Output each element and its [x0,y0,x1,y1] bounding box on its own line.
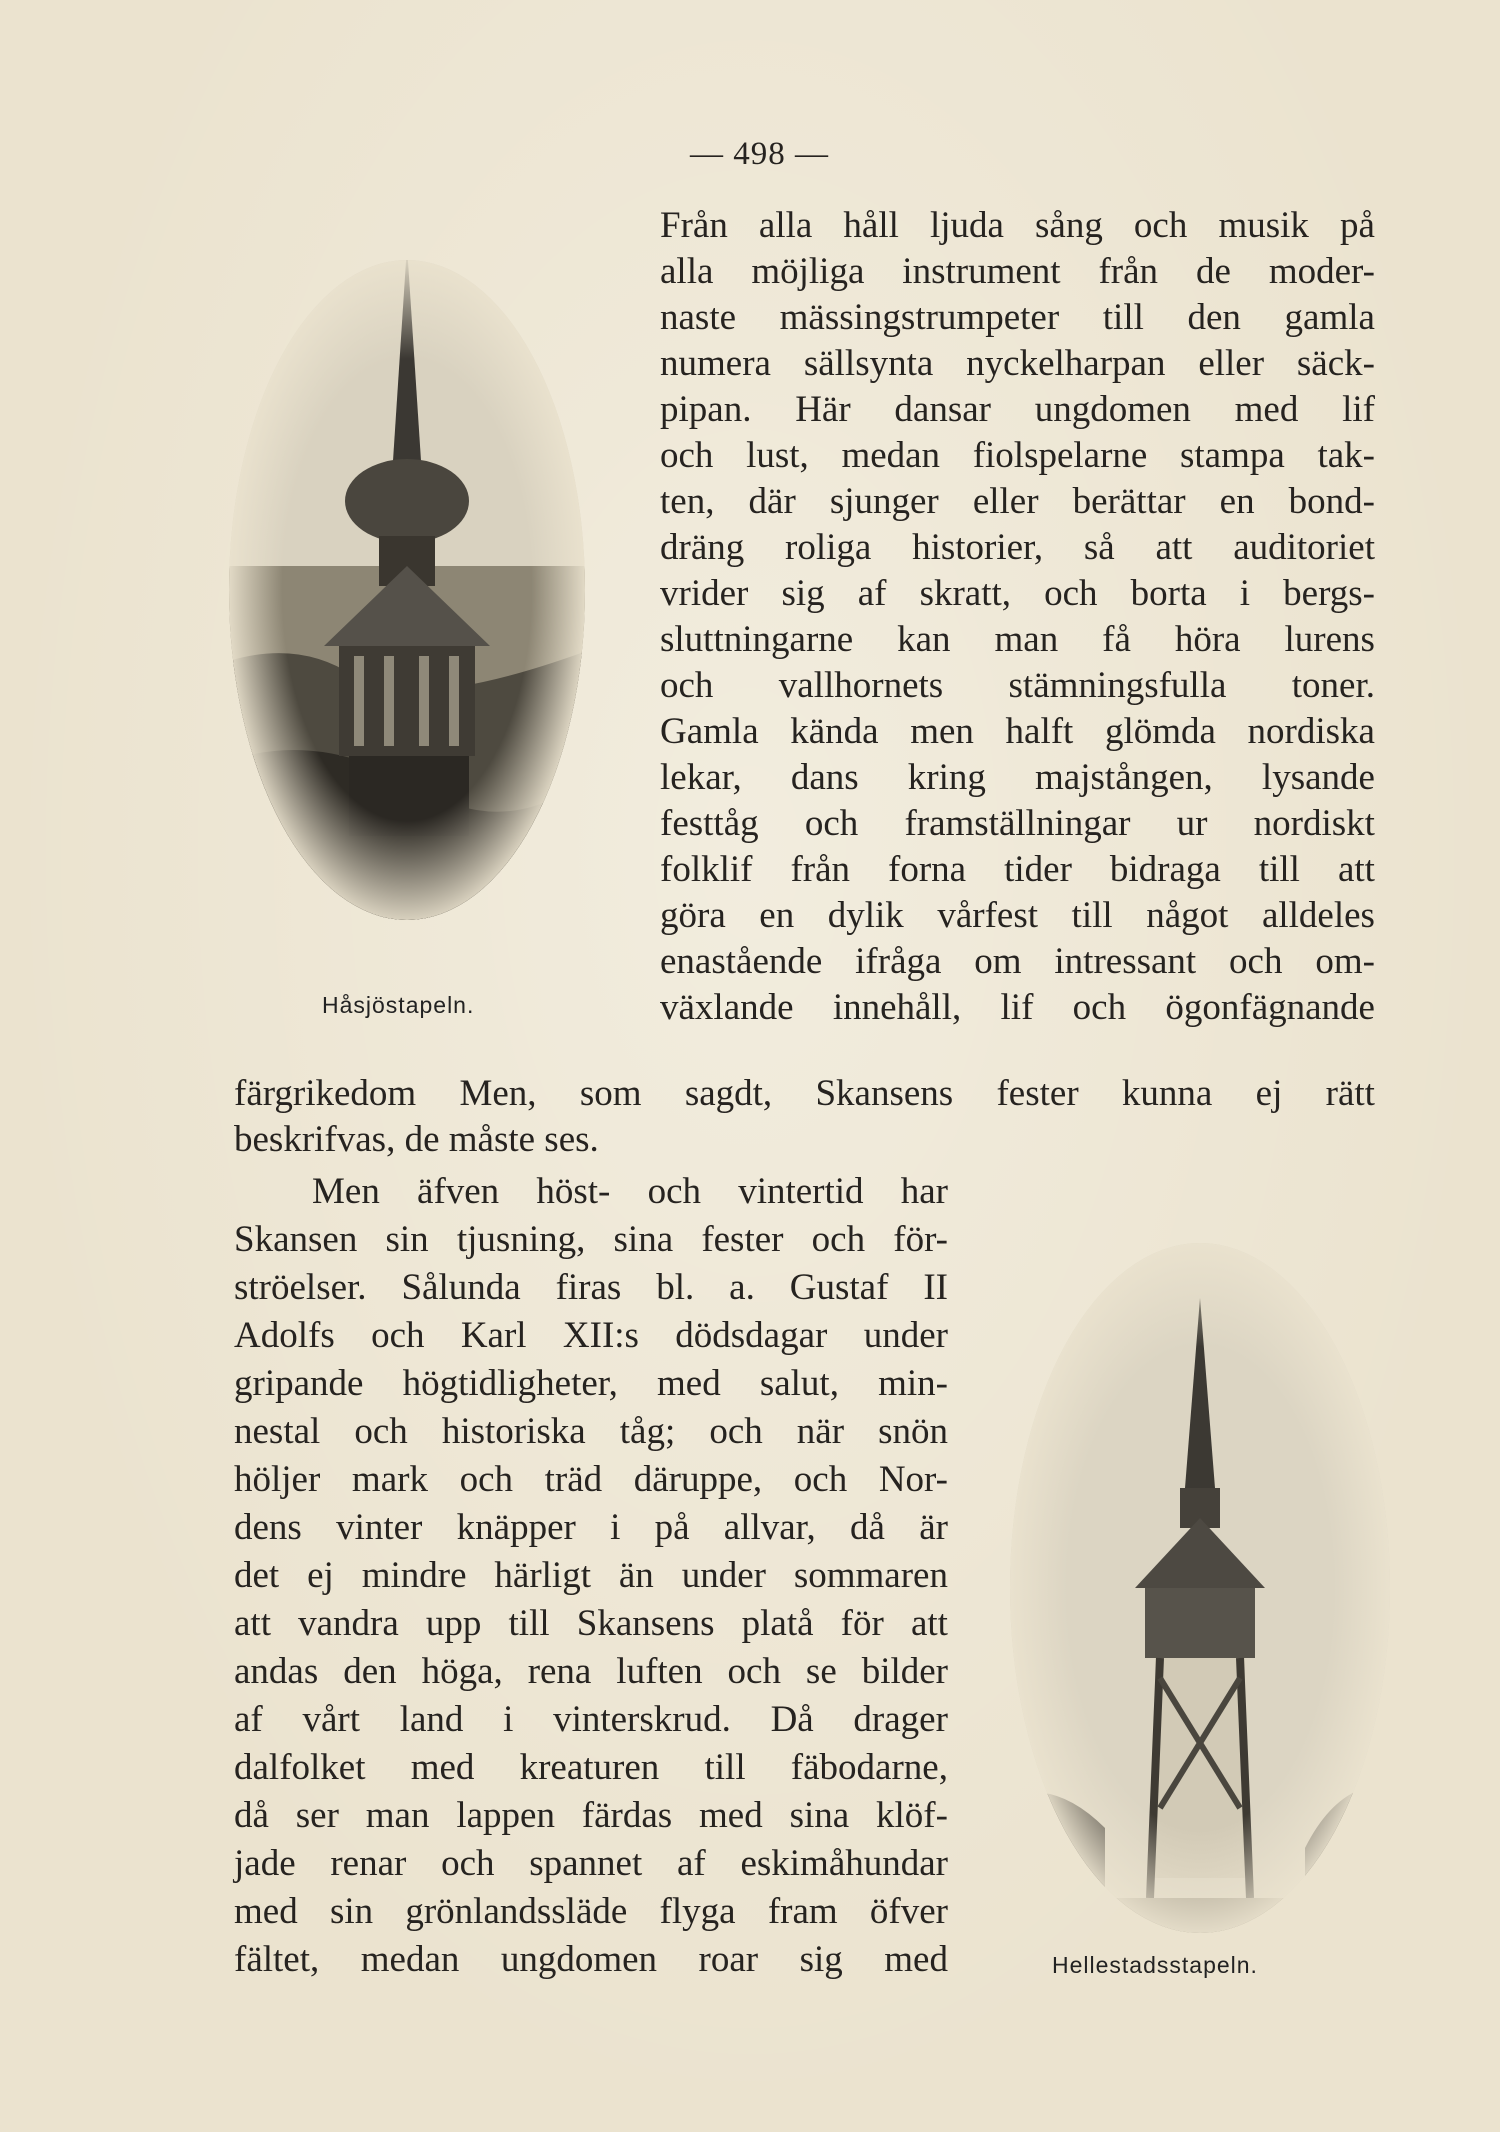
word: af [676,1843,706,1884]
word: allvar, [723,1507,816,1548]
text-line-28 [234,1506,948,1550]
word: halft [1005,711,1074,752]
word: kring [907,757,986,798]
text-line-1 [660,204,1375,248]
word: till [508,1603,550,1644]
word: lif [1000,987,1034,1028]
text-line-26 [234,1410,948,1454]
text-line-37 [234,1938,948,1982]
word: göra [660,895,726,936]
word: däruppe, [633,1459,763,1500]
word: upp [425,1603,482,1644]
word: Gamla [660,711,759,752]
word: växlande [660,987,794,1028]
word: i [1239,573,1251,614]
word: att [910,1603,948,1644]
text-line-10 [660,618,1375,662]
word: till [704,1747,746,1788]
word: kreaturen [519,1747,660,1788]
hellestadsstapeln-photo [985,1208,1415,1968]
word: medan [841,435,941,476]
word: med [884,1939,948,1980]
word: sig [799,1939,843,1980]
text-line-30 [234,1602,948,1646]
word: och [804,803,859,844]
word: forna [888,849,967,890]
word: sina [789,1795,850,1836]
word: Nor- [878,1459,948,1500]
text-line-29 [234,1554,948,1598]
word: vårfest [937,895,1039,936]
word: håll [843,205,899,246]
word: och [709,1411,763,1452]
word: enastående [660,941,823,982]
word: att [1337,849,1375,890]
word: att [234,1603,271,1644]
word: sjunger [829,481,939,522]
text-line-31 [234,1650,948,1694]
word: till [1258,849,1300,890]
word: lurens [1284,619,1375,660]
word: instrument [902,251,1061,292]
word: med [410,1747,475,1788]
caption-hellestadsstapeln: Hellestadsstapeln. [1052,1952,1258,1978]
word: lekar, [660,757,742,798]
word: fram [767,1891,838,1932]
word: och [811,1219,866,1260]
word: auditoriet [1233,527,1375,568]
word: fältet, [234,1939,320,1980]
word: spannet [529,1843,643,1884]
word: luften [616,1651,703,1692]
word: grönlandssläde [405,1891,628,1932]
word: Karl [460,1315,527,1356]
text-line-32 [234,1698,948,1742]
word: och [1072,987,1127,1028]
word: salut, [759,1363,839,1404]
page-number: — 498 — [690,136,829,172]
word: Skansen [234,1219,358,1260]
word: drager [853,1699,948,1740]
text-line-23 [234,1266,948,1310]
word: ungdomen [500,1939,658,1980]
word: alldeles [1261,895,1375,936]
word: knäpper [456,1507,576,1548]
word: dylik [827,895,904,936]
text-line-11 [660,664,1375,708]
word: höljer [234,1459,321,1500]
word: mindre [361,1555,467,1596]
word: i [503,1699,514,1740]
word: ten, [660,481,715,522]
word: tak- [1317,435,1375,476]
word: historiska [441,1411,586,1452]
word: ögonfägnande [1165,987,1375,1028]
word: nestal [234,1411,321,1452]
word: tider [1004,849,1072,890]
word: snön [878,1411,948,1452]
word: glömda [1104,711,1216,752]
word: fiolspelarne [972,435,1148,476]
word: för- [893,1219,948,1260]
word: att [1155,527,1193,568]
word: och [660,435,714,476]
word: något [1146,895,1229,936]
word: festtåg [660,803,759,844]
word: mässingstrumpeter [779,297,1060,338]
word: ser [295,1795,339,1836]
text-line-25 [234,1362,948,1406]
word: jade [234,1843,296,1884]
text-line-24 [234,1314,948,1358]
word: klöf- [876,1795,948,1836]
word: så [1083,527,1115,568]
word: borta [1130,573,1207,614]
word: alla [660,251,714,292]
word: firas [555,1267,622,1308]
text-line-9 [660,572,1375,616]
text-line-19 [234,1072,1375,1116]
word: Här [795,389,851,430]
word: på [1339,205,1375,246]
word: bl. [656,1267,695,1308]
word: numera [660,343,771,384]
word: ej [1255,1073,1283,1114]
word: flyga [659,1891,736,1932]
word: eller [1198,343,1265,384]
word: träd [544,1459,603,1500]
word: till [1102,297,1144,338]
word: sin [385,1219,429,1260]
word: med [699,1795,763,1836]
word: dödsdagar [675,1315,828,1356]
word: roar [698,1939,759,1980]
word: då [234,1795,269,1836]
word: öfver [869,1891,948,1932]
word: naste [660,297,737,338]
word: Från [660,205,728,246]
text-line-7 [660,480,1375,524]
word: och [1044,573,1098,614]
word: tåg; [619,1411,676,1452]
word: ungdomen [1034,389,1191,430]
word: Sålunda [401,1267,521,1308]
word: till [1071,895,1113,936]
word: fäbodarne, [790,1747,948,1788]
word: gripande [234,1363,364,1404]
word: men [910,711,974,752]
word: nordiska [1247,711,1375,752]
text-line-34 [234,1794,948,1838]
word: där [748,481,796,522]
word: och [793,1459,848,1500]
word: bergs- [1283,573,1375,614]
word: färgrikedom [234,1073,417,1114]
word: och [459,1459,513,1500]
word: vrider [660,573,749,614]
word: dansar [894,389,991,430]
word: eller [972,481,1039,522]
word: berättar [1072,481,1186,522]
word: dräng [660,527,745,568]
word: stämningsfulla [1008,665,1227,706]
text-line-18 [660,986,1375,1030]
text-line-17 [660,940,1375,984]
word: höra [1174,619,1241,660]
text-line-4 [660,342,1375,386]
word: vintertid [738,1171,864,1212]
word: Adolfs [234,1315,335,1356]
word: musik [1218,205,1309,246]
word: dalfolket [234,1747,366,1788]
word: som [579,1073,642,1114]
word: ifråga [855,941,942,982]
word: sin [329,1891,374,1932]
word: Då [770,1699,814,1740]
word: vinter [336,1507,423,1548]
word: sommaren [793,1555,948,1596]
word: sluttningarne [660,619,854,660]
word: Gustaf [789,1267,889,1308]
word: min- [878,1363,948,1404]
word: intressant [1054,941,1197,982]
word: under [681,1555,766,1596]
text-line-21 [312,1170,948,1214]
word: lysande [1261,757,1375,798]
word: nyckelharpan [966,343,1166,384]
word: och [660,665,714,706]
word: land [399,1699,464,1740]
word: högtidligheter, [402,1363,618,1404]
text-line-14 [660,802,1375,846]
word: den [343,1651,397,1692]
text-line-22 [234,1218,948,1262]
word: ljuda [929,205,1004,246]
text-line-36 [234,1890,948,1934]
word: från [1098,251,1159,292]
word: toner. [1291,665,1375,706]
word: höga, [421,1651,503,1692]
word: och [727,1651,781,1692]
word: höst- [536,1171,611,1212]
word: säck- [1296,343,1375,384]
word: det [234,1555,280,1596]
word: Men [312,1171,380,1212]
word: färdas [581,1795,673,1836]
word: pipan. [660,389,752,430]
text-line-33 [234,1746,948,1790]
word: bidraga [1109,849,1221,890]
word: då [850,1507,885,1548]
word: den [1187,297,1241,338]
word: alla [758,205,813,246]
word: bilder [861,1651,948,1692]
word: har [900,1171,948,1212]
word: om- [1315,941,1375,982]
word: ej [307,1555,334,1596]
word: och [1229,941,1283,982]
word: och [354,1411,408,1452]
word: och [647,1171,701,1212]
word: när [796,1411,845,1452]
word: se [805,1651,837,1692]
word: än [618,1555,654,1596]
hasjostapeln-photo [214,206,600,974]
word: historier, [912,527,1044,568]
word: och [441,1843,495,1884]
word: gamla [1284,297,1375,338]
word: ströelser. [234,1267,367,1308]
word: af [857,573,887,614]
word: folklif [660,849,753,890]
word: är [919,1507,948,1548]
word: kan [897,619,951,660]
word: om [974,941,1022,982]
word: på [654,1507,690,1548]
word: äfven [417,1171,500,1212]
word: med [234,1891,298,1932]
word: rena [527,1651,592,1692]
word: få [1102,619,1131,660]
word: eskimåhundar [740,1843,948,1884]
word: de [1195,251,1231,292]
word: kända [790,711,879,752]
word: II [923,1267,948,1308]
word: andas [234,1651,319,1692]
word: a. [729,1267,755,1308]
text-line-2 [660,250,1375,294]
text-line-35 [234,1842,948,1886]
word: man [994,619,1059,660]
word: vinterskrud. [553,1699,731,1740]
word: kunna [1121,1073,1213,1114]
word: platå [741,1603,814,1644]
text-line-6 [660,434,1375,478]
word: sig [781,573,825,614]
text-line-20: beskrifvas, de måste ses. [234,1119,599,1160]
word: roliga [785,527,872,568]
word: en [1219,481,1255,522]
word: lif [1342,389,1375,430]
word: vandra [298,1603,399,1644]
word: möjliga [751,251,865,292]
word: lappen [456,1795,555,1836]
word: af [234,1699,263,1740]
word: moder- [1268,251,1375,292]
text-line-13 [660,756,1375,800]
text-line-12 [660,710,1375,754]
word: dens [234,1507,302,1548]
word: och [1133,205,1188,246]
text-line-5 [660,388,1375,432]
text-line-15 [660,848,1375,892]
word: Skansens [815,1073,954,1114]
word: medan [360,1939,460,1980]
word: i [610,1507,621,1548]
word: nordiskt [1253,803,1375,844]
word: med [1234,389,1299,430]
word: under [863,1315,948,1356]
word: skratt, [919,573,1012,614]
word: Men, [459,1073,537,1114]
text-line-8 [660,526,1375,570]
word: ur [1176,803,1208,844]
word: framställningar [904,803,1131,844]
word: dans [790,757,859,798]
word: härligt [494,1555,591,1596]
word: en [759,895,795,936]
word: renar [330,1843,407,1884]
word: Skansens [576,1603,715,1644]
word: rätt [1325,1073,1375,1114]
text-line-16 [660,894,1375,938]
word: man [365,1795,430,1836]
word: innehåll, [832,987,962,1028]
word: tjusning, [456,1219,586,1260]
text-line-27 [234,1458,948,1502]
word: XII:s [562,1315,639,1356]
word: med [657,1363,721,1404]
word: sagdt, [684,1073,773,1114]
word: bond- [1288,481,1375,522]
word: sång [1035,205,1103,246]
text-line-3 [660,296,1375,340]
word: sällsynta [803,343,934,384]
caption-hasjostapeln: Håsjöstapeln. [322,992,475,1018]
word: vallhornets [778,665,944,706]
word: majstången, [1035,757,1213,798]
word: fester [996,1073,1079,1114]
word: mark [351,1459,428,1500]
word: vårt [302,1699,360,1740]
word: för [840,1603,884,1644]
word: och [371,1315,425,1356]
word: sina [613,1219,674,1260]
word: lust, [746,435,809,476]
word: fester [701,1219,784,1260]
word: stampa [1180,435,1285,476]
word: från [790,849,851,890]
